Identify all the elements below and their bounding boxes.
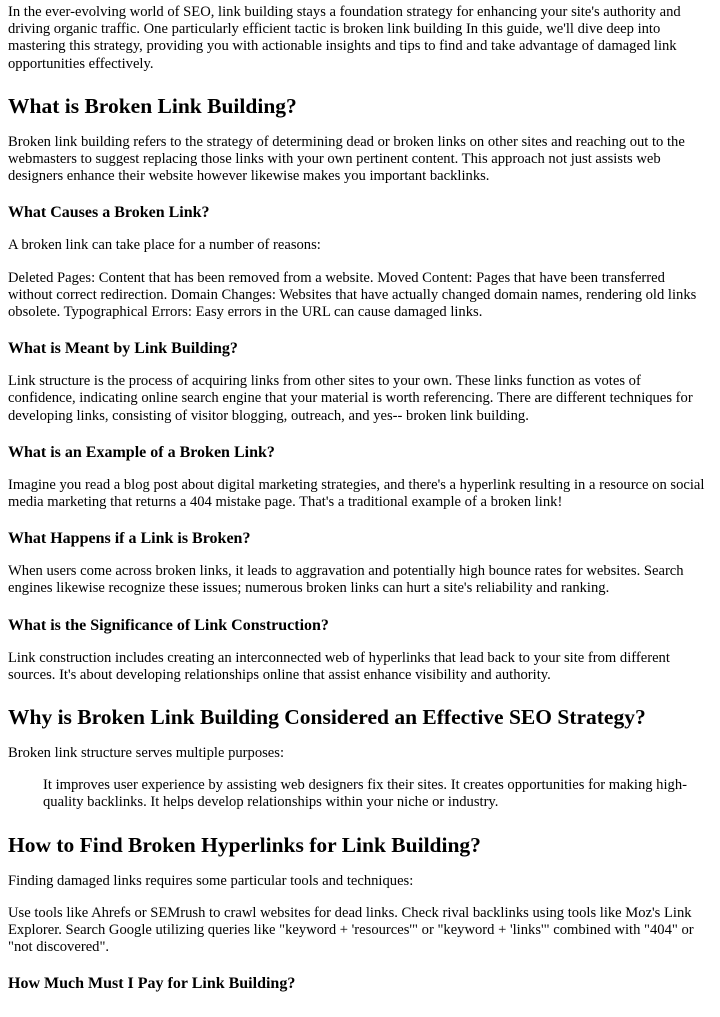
heading-what-is-broken-link-building: What is Broken Link Building? <box>8 93 297 118</box>
paragraph-example: Imagine you read a blog post about digital marketing strategies, and there's a hyperlink resulting in a resource on social media marketing that returns a 404 mistake page. That's a traditional example of a broken link! <box>8 476 705 511</box>
paragraph-why-effective: Broken link structure serves multiple purposes: <box>8 745 285 762</box>
heading-significance: What is the Significance of Link Construction? <box>8 616 329 634</box>
heading-how-to-find: How to Find Broken Hyperlinks for Link Building? <box>8 832 481 857</box>
paragraph-causes-list: Deleted Pages: Content that has been removed from a website. Moved Content: Pages that have been transferred without correct redirection. Domain Changes: Websites that have actually changed domain names, rendering old links obsolete. Typographical Errors: Easy errors in the URL can cause damaged links. <box>8 269 697 321</box>
paragraph-significance: Link construction includes creating an interconnected web of hyperlinks that lead back to your site from different sources. It's about developing relationships online that assist enhance visibility and authority. <box>8 649 670 683</box>
paragraph-link-building: Link structure is the process of acquiring links from other sites to your own. These links function as votes of confidence, indicating online search engine that your material is worth referencing. There are different techniques for developing links, consisting of visitor blogging, outreach, and yes-- broken link building. <box>8 373 693 424</box>
heading-what-causes-broken-link: What Causes a Broken Link? <box>8 204 210 222</box>
heading-why-effective: Why is Broken Link Building Considered an Effective SEO Strategy? <box>8 705 646 730</box>
heading-how-much-pay: How Much Must I Pay for Link Building? <box>8 975 296 993</box>
heading-what-happens: What Happens if a Link is Broken? <box>8 530 251 548</box>
heading-meant-by-link-building: What is Meant by Link Building? <box>8 340 238 358</box>
intro-paragraph: In the ever-evolving world of SEO, link building stays a foundation strategy for enhancing your site's authority and driving organic traffic. One particularly efficient tactic is broken link building In this guide, we'll dive deep into mastering this strategy, providing you with actionable insights and tips to find and take advantage of damaged link opportunities effectively. <box>8 4 681 72</box>
blockquote-purposes: It improves user experience by assisting web designers fix their sites. It creates opportunities for making high-quality backlinks. It helps develop relationships within your niche or industry. <box>43 777 687 811</box>
paragraph-how-to-find-tools: Use tools like Ahrefs or SEMrush to crawl websites for dead links. Check rival backlinks using tools like Moz's Link Explorer. Search Google utilizing queries like "keyword + 'resources'" or "keyword + 'links'" combined with "404" or "not discovered". <box>8 904 694 956</box>
heading-example-broken-link: What is an Example of a Broken Link? <box>8 443 275 461</box>
paragraph-causes-intro: A broken link can take place for a number of reasons: <box>8 237 321 254</box>
paragraph-broken-link-building: Broken link building refers to the strategy of determining dead or broken links on other sites and reaching out to the webmasters to suggest replacing those links with your own pertinent content. This approach not just assists web designers enhance their website however likewise makes you important backlinks. <box>8 133 685 185</box>
paragraph-what-happens: When users come across broken links, it leads to aggravation and potentially high bounce rates for websites. Search engines likewise recognize these issues; numerous broken links can hurt a site's reliability and ranking. <box>8 563 684 597</box>
paragraph-how-to-find-intro: Finding damaged links requires some particular tools and techniques: <box>8 872 414 889</box>
